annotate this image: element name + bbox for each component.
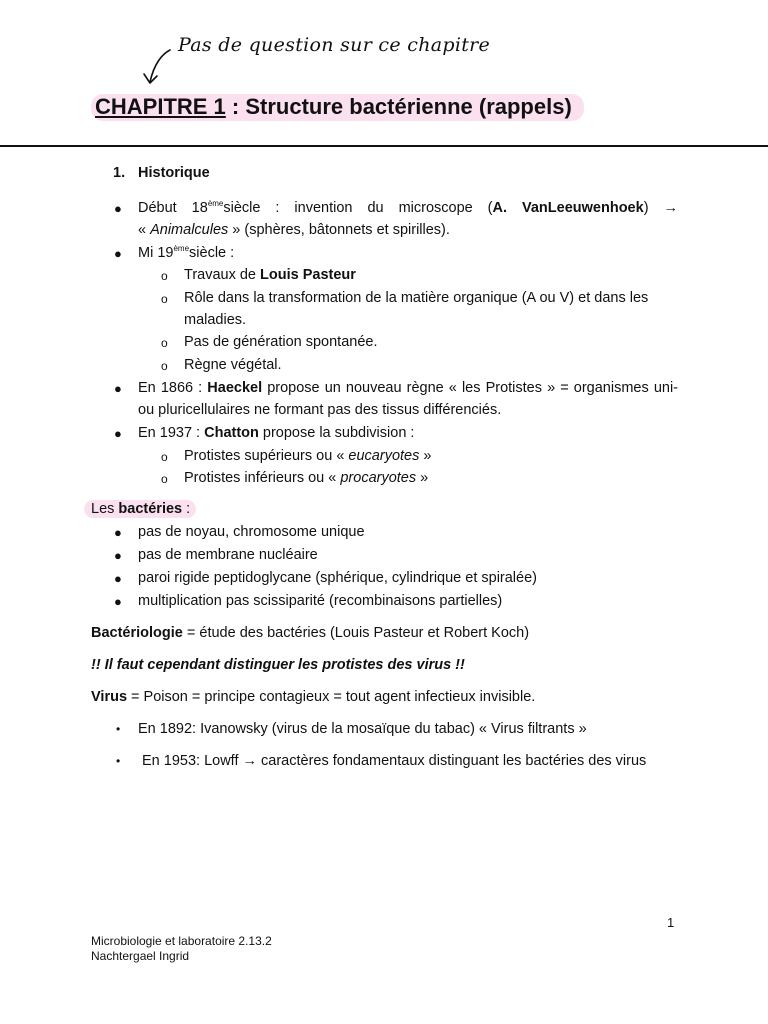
text: » — [419, 448, 432, 464]
text: : — [182, 501, 191, 517]
text: Travaux de — [184, 267, 261, 283]
sub-item-eucaryotes — [184, 445, 431, 467]
chapter-title — [91, 92, 584, 122]
sub-item-role-line2: maladies. — [184, 312, 247, 328]
bold-text: Chatton — [204, 425, 259, 441]
bullet-icon: ● — [114, 594, 122, 609]
footer-author: Nachtergael Ingrid — [91, 949, 190, 963]
bullet-icon: ● — [114, 525, 122, 540]
virus-item: En 1953: Lowff → caractères fondamentaux distinguant les bactéries des virus — [142, 753, 647, 769]
bullet-icon: ● — [114, 548, 122, 563]
bullet-icon: ● — [114, 426, 122, 441]
page-number: 1 — [667, 915, 675, 930]
list-item-19e-siecle — [138, 242, 234, 264]
text: Les — [91, 501, 119, 517]
bacteries-item: paroi rigide peptidoglycane (sphérique, cylindrique et spiralée) — [138, 570, 537, 586]
section-title: Historique — [138, 165, 210, 181]
section-number: 1. — [113, 165, 126, 181]
text: » — [416, 470, 429, 486]
text: siècle : — [189, 245, 235, 261]
text: propose la subdivision : — [258, 425, 415, 441]
warning-note: !! Il faut cependant distinguer les protistes des virus !! — [91, 657, 465, 673]
bullet-icon: ● — [114, 246, 122, 261]
text: ) → — [643, 200, 678, 216]
list-item-microscope-line2 — [138, 219, 450, 241]
text: siècle : invention du microscope ( — [223, 200, 493, 216]
sub-item-pasteur — [184, 264, 356, 286]
sub-bullet-icon: o — [161, 336, 168, 350]
text: En 1866 : — [138, 380, 208, 396]
virus-definition — [91, 686, 535, 708]
list-item-haeckel — [138, 377, 678, 399]
bold-text: A. VanLeeuwenhoek — [492, 200, 644, 216]
sub-bullet-icon: o — [161, 359, 168, 373]
sub-bullet-icon: o — [161, 472, 168, 486]
bullet-icon: ● — [114, 201, 122, 216]
chapter-number: CHAPITRE 1 — [95, 94, 226, 119]
chapter-name: : Structure bactérienne (rappels) — [225, 94, 572, 119]
text: » (sphères, bâtonnets et spirilles). — [228, 222, 450, 238]
bacteries-label — [91, 498, 196, 520]
bold-text: Haeckel — [207, 380, 263, 396]
virus-item: En 1892: Ivanowsky (virus de la mosaïque du tabac) « Virus filtrants » — [138, 721, 587, 737]
title-divider — [0, 145, 768, 147]
sub-item-generation: Pas de génération spontanée. — [184, 334, 378, 350]
italic-text: Animalcules — [150, 222, 229, 238]
italic-text: eucaryotes — [348, 448, 420, 464]
text: Début 18 — [138, 200, 208, 216]
sub-bullet-icon: o — [161, 292, 168, 306]
handwritten-arrow-icon — [140, 46, 176, 88]
text: En 1937 : — [138, 425, 205, 441]
sub-bullet-icon: o — [161, 269, 168, 283]
chapter-title-highlight — [91, 94, 584, 121]
sub-item-procaryotes — [184, 467, 428, 489]
text: Mi 19 — [138, 245, 174, 261]
text: = Poison = principe contagieux = tout agent infectieux invisible. — [127, 689, 536, 705]
bullet-icon: • — [116, 722, 121, 736]
bold-text: Louis Pasteur — [260, 267, 356, 283]
bacteries-item: multiplication pas scissiparité (recombinaisons partielles) — [138, 593, 503, 609]
superscript: ème — [207, 199, 224, 209]
sub-item-role: Rôle dans la transformation de la matière organique (A ou V) et dans les — [184, 290, 649, 306]
bold-text: Virus — [91, 689, 128, 705]
bold-text: bactéries — [118, 501, 183, 517]
bacteries-label-highlight — [84, 500, 196, 518]
text: = étude des bactéries (Louis Pasteur et Robert Koch) — [182, 625, 530, 641]
bullet-icon: • — [116, 754, 121, 768]
bacteriologie-definition — [91, 622, 529, 644]
italic-text: procaryotes — [340, 470, 417, 486]
sub-bullet-icon: o — [161, 450, 168, 464]
superscript: ème — [173, 244, 190, 254]
footer-course: Microbiologie et laboratoire 2.13.2 — [91, 934, 272, 948]
list-item-microscope — [138, 197, 678, 219]
bullet-icon: ● — [114, 571, 122, 586]
bold-text: Bactériologie — [91, 625, 183, 641]
list-item-haeckel-line2: ou pluricellulaires ne formant pas des tissus différenciés. — [138, 402, 502, 418]
text: propose un nouveau règne « les Protistes » = organismes uni- — [262, 380, 679, 396]
bacteries-item: pas de noyau, chromosome unique — [138, 524, 365, 540]
sub-item-regne: Règne végétal. — [184, 357, 282, 373]
handwritten-annotation: Pas de question sur ce chapitre — [178, 34, 491, 56]
text: Protistes inférieurs ou « — [184, 470, 341, 486]
list-item-chatton — [138, 422, 414, 444]
bullet-icon: ● — [114, 381, 122, 396]
bacteries-item: pas de membrane nucléaire — [138, 547, 318, 563]
text: « — [138, 222, 151, 238]
text: Protistes supérieurs ou « — [184, 448, 349, 464]
